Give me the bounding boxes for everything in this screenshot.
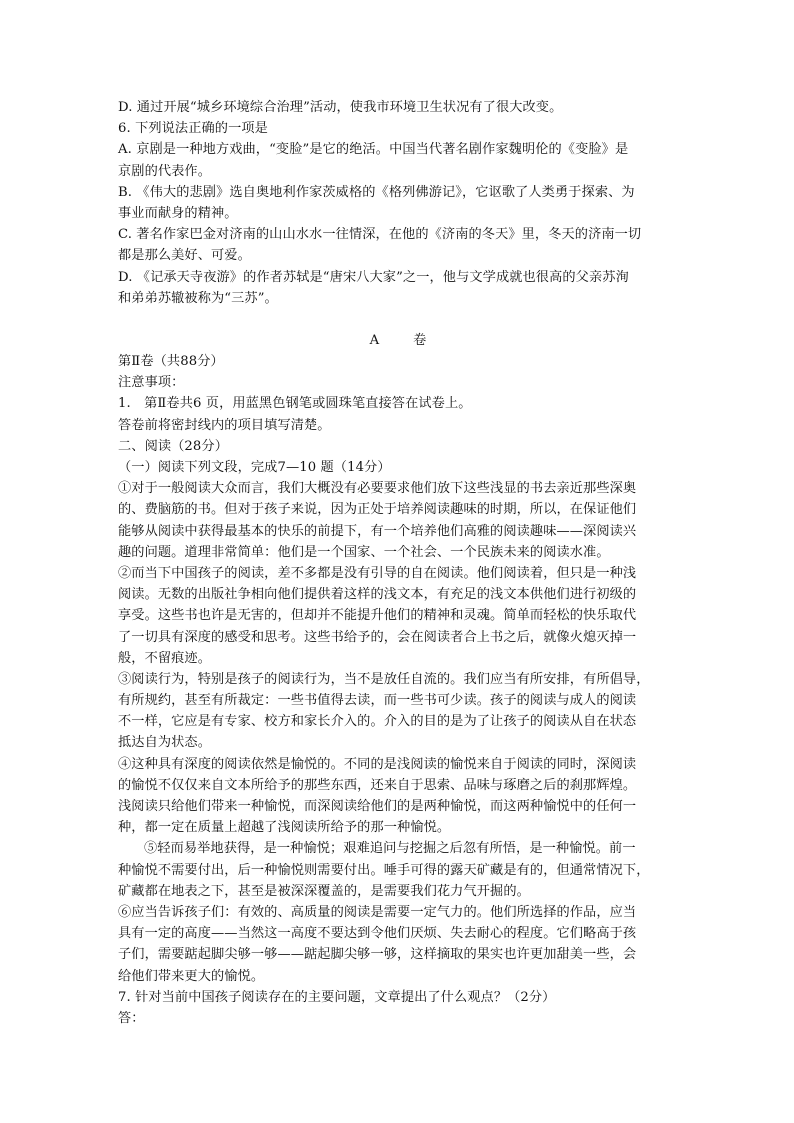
paragraph-5-line2: 种愉悦不需要付出，后一种愉悦则需要付出。唾手可得的露天矿藏是有的，但通常情况下， xyxy=(118,862,650,878)
paragraph-6-line3: 子们，需要踮起脚尖够一够——踮起脚尖够一够，这样摘取的果实也许更加甜美一些，会 xyxy=(118,947,637,963)
option-d-line2: 和弟弟苏辙被称为“三苏”。 xyxy=(118,290,278,306)
paragraph-2-line5: 般，不留痕迹。 xyxy=(118,650,212,666)
paragraph-3-line2: 有所规约，甚至有所裁定：一些书值得去读，而一些书可少读。孩子的阅读与成人的阅读 xyxy=(118,693,637,709)
paragraph-1-line4: 趣的问题。道理非常简单：他们是一个国家、一个社会、一个民族未来的阅读水准。 xyxy=(118,544,610,560)
paragraph-3-line4: 抵达自为状态。 xyxy=(118,735,212,751)
paragraph-4-line1: ④这种具有深度的阅读依然是愉悦的。不同的是浅阅读的愉悦来自于阅读的同时，深阅读 xyxy=(118,756,637,772)
paragraph-1-line3: 能够从阅读中获得最基本的快乐的前提下，有一个培养他们高雅的阅读趣味——深阅读兴 xyxy=(118,523,637,539)
paragraph-1-line1: ①对于一般阅读大众而言，我们大概没有必要要求他们放下这些浅显的书去亲近那些深奥 xyxy=(118,481,637,497)
paragraph-2-line3: 享受。这些书也许是无害的，但却并不能提升他们的精神和灵魂。简单而轻松的快乐取代 xyxy=(118,608,637,624)
paragraph-4-line2: 的愉悦不仅仅来自文本所给予的那些东西，还来自于思索、品味与琢磨之后的刹那辉煌。 xyxy=(118,777,637,793)
part2-title: 第Ⅱ卷（共88分） xyxy=(118,354,224,370)
section-spacer xyxy=(118,309,678,330)
option-a-line2: 京剧的代表作。 xyxy=(118,163,212,179)
notes-heading: 注意事项： xyxy=(118,375,185,391)
paragraph-5-line1: ⑤轻而易举地获得，是一种愉悦；艰难追问与挖掘之后忽有所悟，是一种愉悦。前一 xyxy=(144,841,636,857)
paragraph-2-line1: ②而当下中国孩子的阅读，差不多都是没有引导的自在阅读。他们阅读着，但只是一种浅 xyxy=(118,565,637,581)
paragraph-3-line3: 不一样，它应是有专家、校方和家长介入的。介入的目的是为了让孩子的阅读从自在状态 xyxy=(118,714,637,730)
paragraph-6-line2: 具有一定的高度——当然这一高度不要达到令他们厌烦、失去耐心的程度。它们略高于孩 xyxy=(118,926,637,942)
paragraph-4-line3: 浅阅读只给他们带来一种愉悦，而深阅读给他们的是两种愉悦，而这两种愉悦中的任何一 xyxy=(118,799,637,814)
note-2: 答卷前将密封线内的项目填写清楚。 xyxy=(118,417,331,433)
section-heading-left: A xyxy=(369,332,380,348)
paragraph-2-line4: 了一切具有深度的感受和思考。这些书给予的，会在阅读者合上书之后，就像火熄灭掉一 xyxy=(118,629,637,645)
option-d-line1: D. 《记承天寺夜游》的作者苏轼是“唐宋八大家”之一，他与文学成就也很高的父亲苏洵 xyxy=(118,269,629,285)
paragraph-5-line3: 矿藏都在地表之下，甚至是被深深覆盖的，是需要我们花力气开掘的。 xyxy=(118,883,530,899)
option-b-line2: 事业而献身的精神。 xyxy=(118,205,238,221)
paragraph-3-line1: ③阅读行为，特别是孩子的阅读行为，当不是放任自流的。我们应当有所安排，有所倡导， xyxy=(118,671,650,687)
question-6: 6. 下列说法正确的一项是 xyxy=(118,121,268,137)
paragraph-6-line4: 给他们带来更大的愉悦。 xyxy=(118,968,265,984)
answer-label: 答： xyxy=(118,1010,145,1026)
reading-section-heading: 二、阅读（28分） xyxy=(118,438,228,454)
option-d-q5: D. 通过开展“城乡环境综合治理”活动，使我市环境卫生状况有了很大改变。 xyxy=(118,100,563,115)
paragraph-6-line1: ⑥应当告诉孩子们：有效的、高质量的阅读是需要一定气力的。他们所选择的作品，应当 xyxy=(118,904,637,920)
paragraph-2-line2: 阅读。无数的出版社争相向他们提供着这样的浅文本，有充足的浅文本供他们进行初级的 xyxy=(118,587,637,603)
reading-subsection-heading: （一）阅读下列文段，完成7—10 题（14分） xyxy=(118,460,391,475)
document-content xyxy=(118,97,678,1029)
option-a-line1: A. 京剧是一种地方戏曲，“变脸”是它的绝活。中国当代著名剧作家魏明伦的《变脸》是 xyxy=(118,142,629,158)
section-heading xyxy=(118,330,678,351)
option-c-line2: 都是那么美好、可爱。 xyxy=(118,248,251,264)
note-1: 1. 第Ⅱ卷共6 页，用蓝黑色钢笔或圆珠笔直接答在试卷上。 xyxy=(118,396,472,412)
paragraph-1-line2: 的、费脑筋的书。但对于孩子来说，因为正处于培养阅读趣味的时期，所以，在保证他们 xyxy=(118,502,637,518)
paragraph-4-line4: 种，都一定在质量上超越了浅阅读所给予的那一种愉悦。 xyxy=(118,820,451,836)
question-7: 7. 针对当前中国孩子阅读存在的主要问题，文章提出了什么观点？（2分） xyxy=(118,989,556,1005)
option-c-line1: C. 著名作家巴金对济南的山山水水一往情深，在他的《济南的冬天》里，冬天的济南一切 xyxy=(118,227,642,243)
section-heading-right: 卷 xyxy=(413,332,427,348)
option-b-line1: B. 《伟大的悲剧》选自奥地利作家茨威格的《格列佛游记》，它讴歌了人类勇于探索、为 xyxy=(118,184,635,200)
